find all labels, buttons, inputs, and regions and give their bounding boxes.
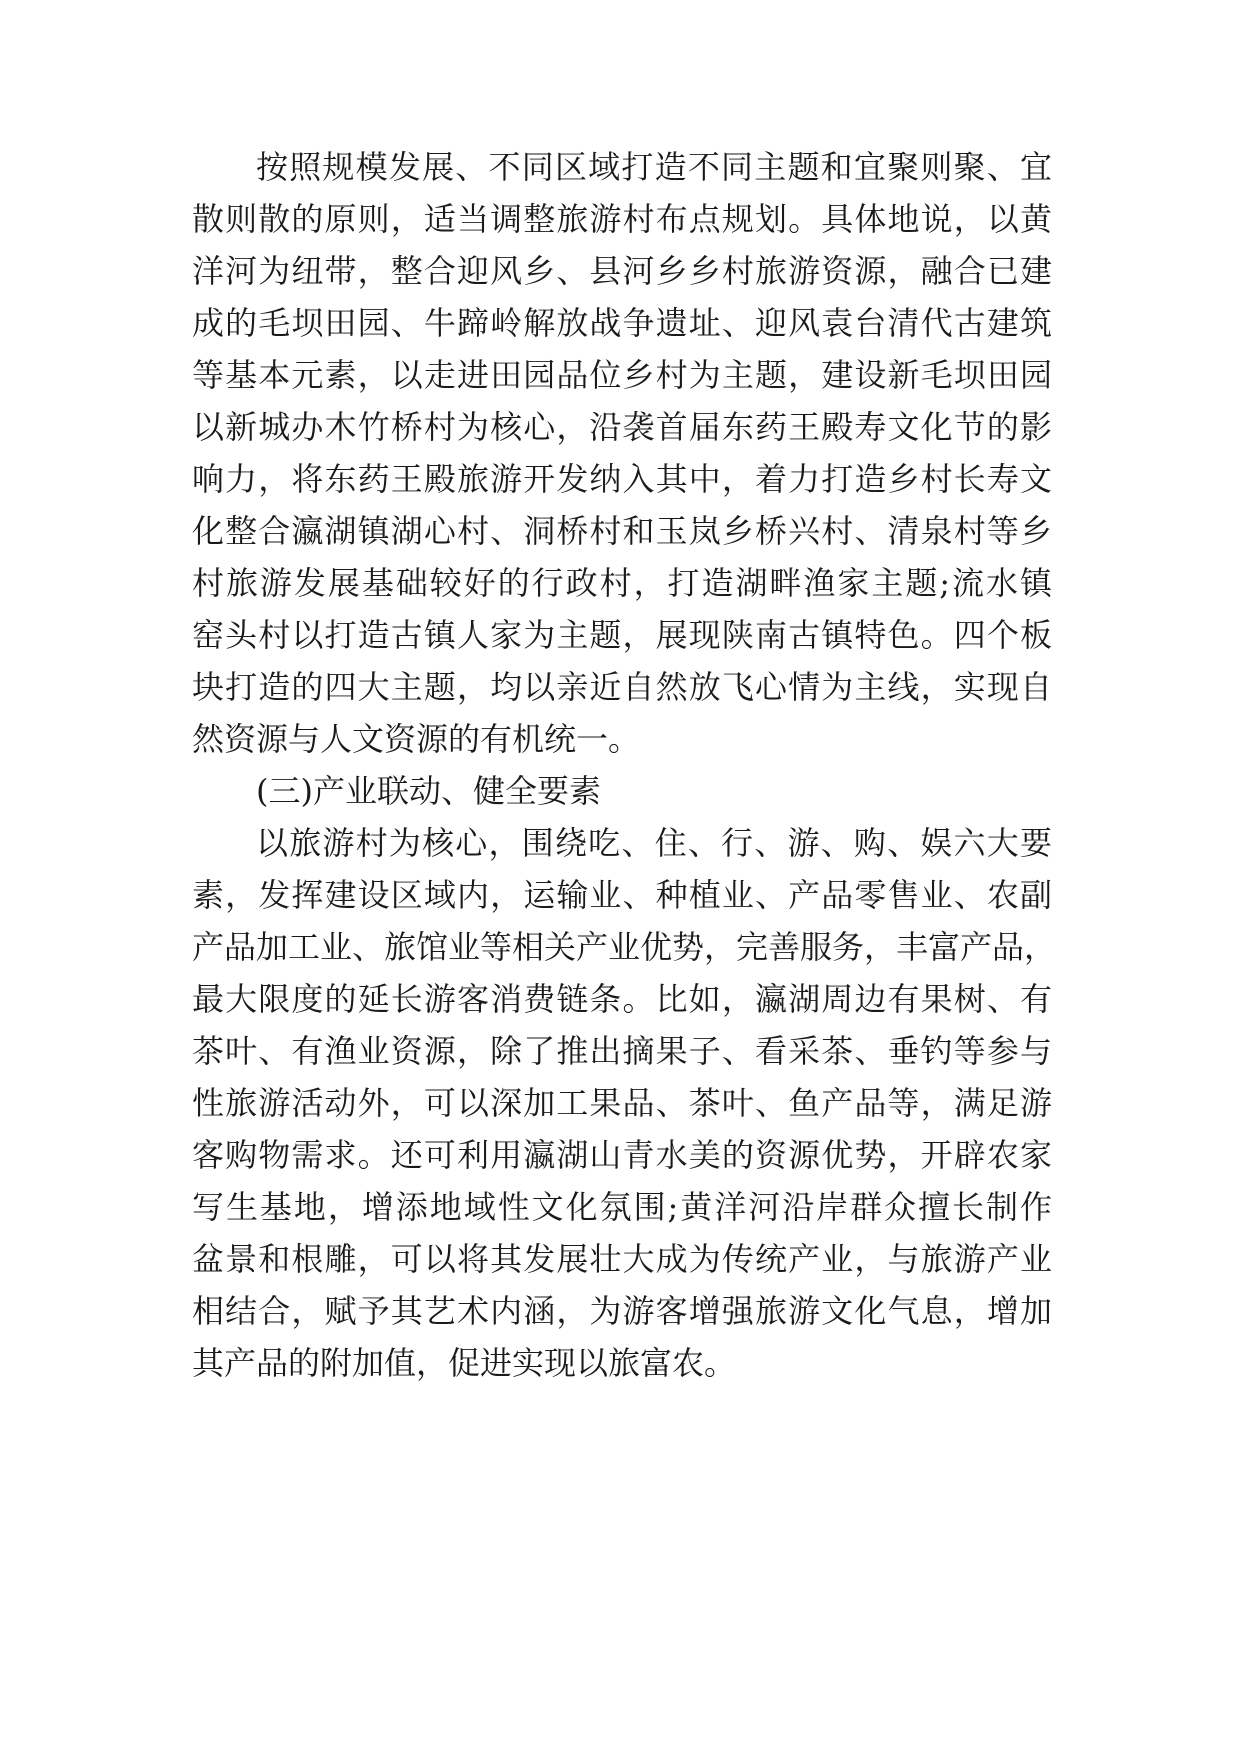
paragraph2-line: 写生基地，增添地域性文化氛围;黄洋河沿岸群众擅长制作 <box>192 1188 1052 1226</box>
paragraph2-line: 素，发挥建设区域内，运输业、种植业、产品零售业、农副 <box>192 876 1052 914</box>
paragraph1-line: 响力，将东药王殿旅游开发纳入其中，着力打造乡村长寿文 <box>192 460 1052 498</box>
paragraph1-line: 村旅游发展基础较好的行政村，打造湖畔渔家主题;流水镇 <box>192 564 1052 602</box>
paragraph2-line: 最大限度的延长游客消费链条。比如，瀛湖周边有果树、有 <box>192 980 1052 1018</box>
paragraph1-line: 窑头村以打造古镇人家为主题，展现陕南古镇特色。四个板 <box>192 616 1052 654</box>
paragraph1-line: 等基本元素，以走进田园品位乡村为主题，建设新毛坝田园 <box>192 356 1052 394</box>
paragraph2-line: 茶叶、有渔业资源，除了推出摘果子、看采茶、垂钓等参与 <box>192 1032 1052 1070</box>
paragraph2-line: 产品加工业、旅馆业等相关产业优势，完善服务，丰富产品， <box>192 928 1057 966</box>
paragraph2-line: 客购物需求。还可利用瀛湖山青水美的资源优势，开辟农家 <box>192 1136 1052 1174</box>
paragraph2-line: 相结合，赋予其艺术内涵，为游客增强旅游文化气息，增加 <box>192 1292 1052 1330</box>
paragraph1-line: 按照规模发展、不同区域打造不同主题和宜聚则聚、宜 <box>256 148 1052 186</box>
paragraph2-line: 盆景和根雕，可以将其发展壮大成为传统产业，与旅游产业 <box>192 1240 1052 1278</box>
paragraph1-line: 散则散的原则，适当调整旅游村布点规划。具体地说，以黄 <box>192 200 1052 238</box>
paragraph1-line: 洋河为纽带，整合迎风乡、县河乡乡村旅游资源，融合已建 <box>192 252 1052 290</box>
paragraph2-line: 以旅游村为核心，围绕吃、住、行、游、购、娱六大要 <box>256 824 1052 862</box>
paragraph2-line: 其产品的附加值，促进实现以旅富农。 <box>192 1344 737 1382</box>
paragraph1-line: 然资源与人文资源的有机统一。 <box>192 720 641 758</box>
paragraph2-line: 性旅游活动外，可以深加工果品、茶叶、鱼产品等，满足游 <box>192 1084 1052 1122</box>
section-heading: (三)产业联动、健全要素 <box>256 772 601 810</box>
paragraph1-line: 以新城办木竹桥村为核心，沿袭首届东药王殿寿文化节的影 <box>192 408 1052 446</box>
paragraph1-line: 成的毛坝田园、牛蹄岭解放战争遗址、迎风袁台清代古建筑 <box>192 304 1052 342</box>
paragraph1-line: 块打造的四大主题，均以亲近自然放飞心情为主线，实现自 <box>192 668 1052 706</box>
paragraph1-line: 化整合瀛湖镇湖心村、洞桥村和玉岚乡桥兴村、清泉村等乡 <box>192 512 1052 550</box>
